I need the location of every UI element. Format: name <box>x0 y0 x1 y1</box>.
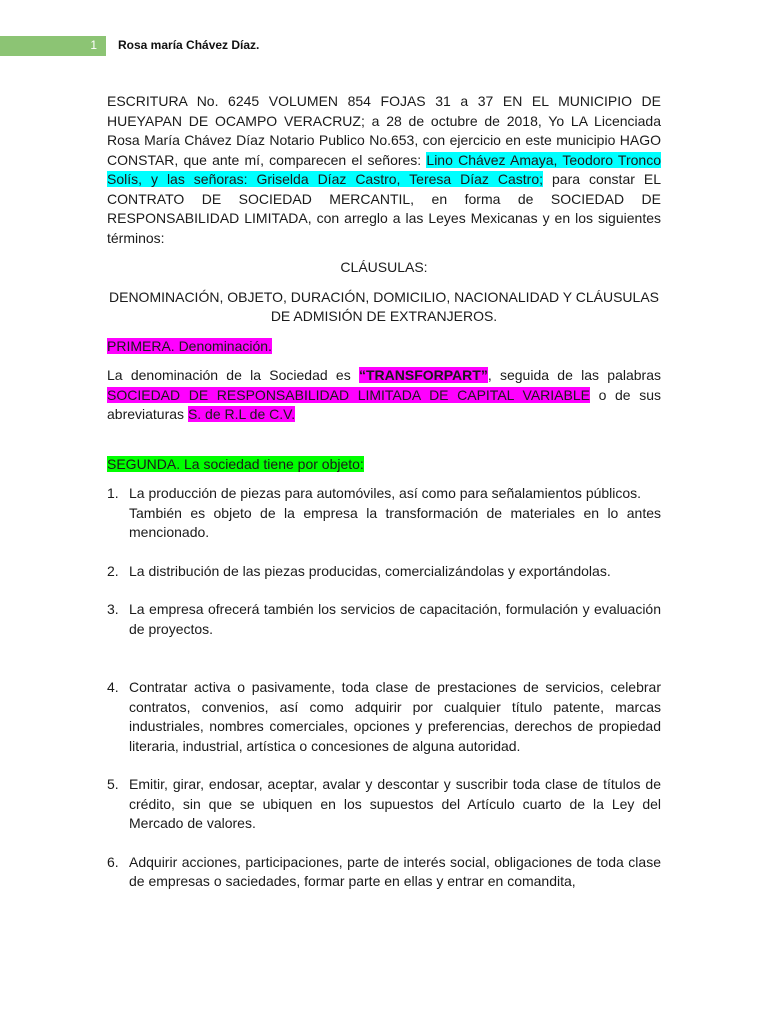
header-author: Rosa maría Chávez Díaz. <box>118 38 260 52</box>
list-item-number: 6. <box>107 853 119 870</box>
list-item-text: La producción de piezas para automóviles, así como para señalamientos públicos. <box>129 485 642 501</box>
list-item-text: La empresa ofrecerá también los servicios de capacitación, formulación y evaluación de proyectos. <box>129 601 661 637</box>
intro-text-2: para constar EL CONTRATO DE SOCIEDAD MERCANTIL, en forma de SOCIEDAD DE RESPONSABILIDAD LIMITADA, con arreglo a las Leyes Mexicanas y en los siguientes términos: <box>107 171 661 246</box>
list-item-text: Emitir, girar, endosar, aceptar, avalar y descontar y suscribir toda clase de títulos de crédito, sin que se ubiquen en los supuestos del Artículo cuarto de la Ley del Mercado de valores. <box>129 776 661 831</box>
list-item <box>107 484 661 543</box>
list-item-number: 2. <box>107 562 119 579</box>
primera-paragraph <box>107 366 661 425</box>
list-item-text: Contratar activa o pasivamente, toda clase de prestaciones de servicios, celebrar contratos, convenios, así como adquirir por cualquier título patente, marcas industriales, nombres comerciales, opciones y preferencias, derechos de propiedad literaria, industrial, artística o concesiones de alguna autoridad. <box>129 679 661 754</box>
list-item <box>107 853 661 892</box>
primera-text-2: , seguida de las palabras <box>487 367 661 383</box>
intro-paragraph <box>107 92 661 248</box>
objetos-list <box>107 484 661 892</box>
list-item <box>107 678 661 756</box>
list-item-number: 4. <box>107 679 119 695</box>
primera-heading: PRIMERA. Denominación. <box>107 337 272 354</box>
list-item-number: 3. <box>107 601 119 617</box>
comparecientes-highlight: Lino Chávez Amaya, Teodoro Tronco Solís, y las señoras: Griselda Díaz Castro, Teresa Díaz Castro; <box>107 151 661 187</box>
document-body <box>107 92 661 892</box>
company-type: SOCIEDAD DE RESPONSABILIDAD LIMITADA DE CAPITAL VARIABLE <box>107 386 590 403</box>
segunda-heading: SEGUNDA. La sociedad tiene por objeto: <box>107 455 364 472</box>
list-item-text: La distribución de las piezas producidas, comercializándolas y exportándolas. <box>129 562 611 579</box>
page-number-tab <box>0 36 106 56</box>
company-name: “TRANSFORPART” <box>358 367 488 383</box>
list-item-number: 1. <box>107 485 119 501</box>
clausulas-title: CLÁUSULAS: <box>340 259 428 275</box>
company-abbreviation: S. de R.L de C.V. <box>187 406 296 422</box>
list-item-text: Adquirir acciones, participaciones, parte de interés social, obligaciones de toda clase de empresas o saciedades, formar parte en ellas y entrar en comandita, <box>129 853 661 889</box>
list-item-extra-text: También es objeto de la empresa la transformación de materiales en lo antes mencionado. <box>129 504 661 540</box>
list-item <box>107 562 661 582</box>
intro-text-1: ESCRITURA No. 6245 VOLUMEN 854 FOJAS 31 a 37 EN EL MUNICIPIO DE HUEYAPAN DE OCAMPO VERACRUZ; a 28 de octubre de 2018, Yo LA Licenciada Rosa María Chávez Díaz Notario Publico No.653, con ejercicio en este municipio HAGO CONSTAR, que ante mí, comparecen el señores: <box>107 93 661 168</box>
primera-text-1: La denominación de la Sociedad es <box>107 367 359 383</box>
list-item-number: 5. <box>107 776 119 792</box>
page-header <box>0 36 768 56</box>
section-title: DENOMINACIÓN, OBJETO, DURACIÓN, DOMICILIO, NACIONALIDAD Y CLÁUSULAS DE ADMISIÓN DE EXTRANJEROS. <box>109 288 659 324</box>
segunda-heading-line <box>107 455 661 475</box>
page-number: 1 <box>90 38 97 52</box>
primera-heading-line <box>107 337 661 357</box>
primera-text-3: o de sus abreviaturas <box>107 386 661 422</box>
list-item <box>107 600 661 639</box>
list-item <box>107 775 661 834</box>
